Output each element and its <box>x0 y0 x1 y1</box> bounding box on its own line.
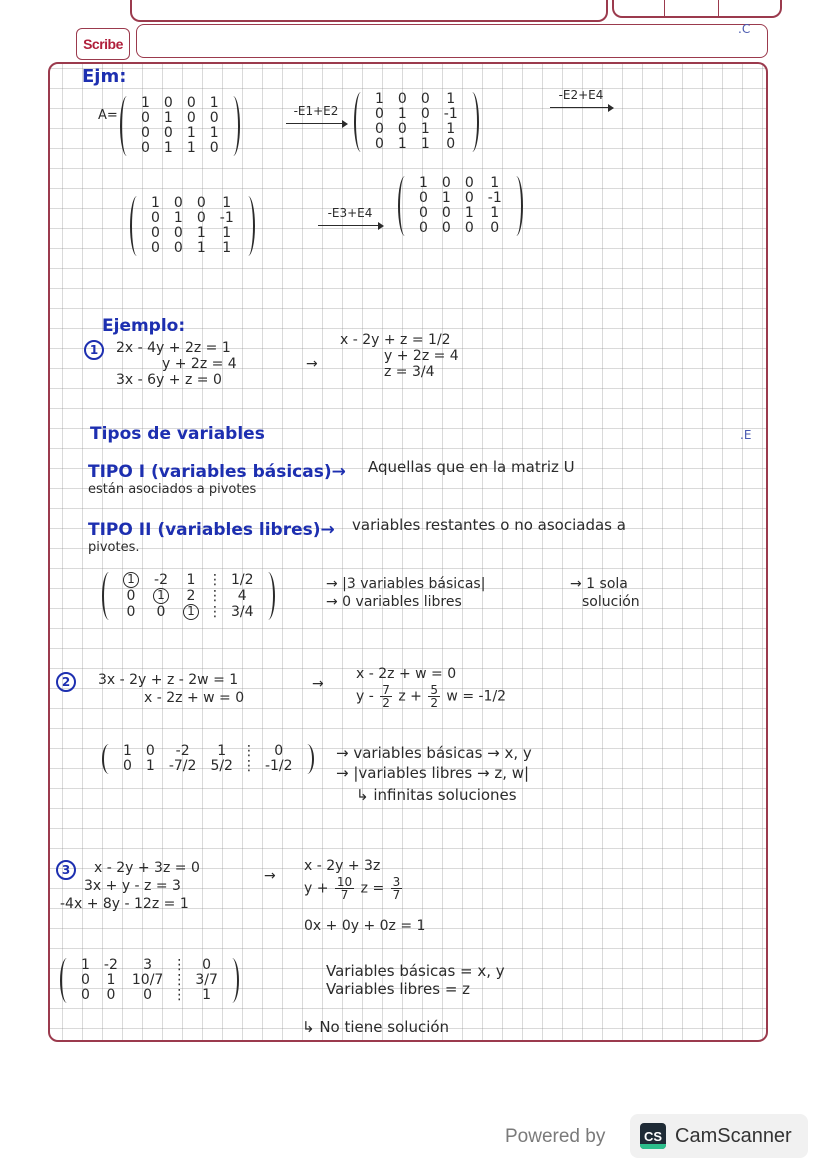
ex2-eq-2: x - 2z + w = 0 <box>144 690 245 706</box>
types-title: Tipos de variables <box>90 424 265 444</box>
matrix-d: 1 0 0 1 0 1 0 -1 0 0 1 1 0 0 0 0 <box>398 176 523 236</box>
ex2-augmented-matrix: 1 0 -2 1 ⋮ 0 0 1 -7/2 5/2 ⋮ -1/2 <box>102 744 314 774</box>
ex1-reduced-1: x - 2y + z = 1/2 <box>340 332 451 348</box>
matrix-label-a: A= <box>98 108 118 123</box>
row-operation-arrow: -E3+E4 <box>318 206 382 226</box>
top-frame-decoration-right <box>612 0 782 18</box>
ex2-note-free: → |variables libres → z, w| <box>336 764 530 782</box>
ex1-reduced-2: y + 2z = 4 <box>384 348 459 364</box>
tipo2-continuation: pivotes. <box>88 540 140 555</box>
example-number-1: 1 <box>84 340 104 360</box>
ex3-eq-1: x - 2y + 3z = 0 <box>94 860 200 876</box>
ex3-arrow: → <box>264 868 276 884</box>
example-title: Ejemplo: <box>102 316 186 336</box>
ex1-arrow: → <box>306 356 318 372</box>
scribe-logo: Scribe <box>76 28 130 60</box>
example-number-2: 2 <box>56 672 76 692</box>
row-operation-arrow: -E2+E4 <box>550 88 612 108</box>
matrix-c: 1 0 0 1 0 1 0 -1 0 0 1 1 0 0 1 1 <box>130 196 255 256</box>
ex2-eq-1: 3x - 2y + z - 2w = 1 <box>98 672 239 688</box>
top-frame-decoration <box>130 0 608 22</box>
tipo1-text: Aquellas que en la matriz U <box>368 458 575 476</box>
camscanner-brand: CamScanner <box>675 1124 792 1147</box>
header-title-field <box>136 24 768 58</box>
matrix-b: 1 0 0 1 0 1 0 -1 0 0 1 1 0 1 1 0 <box>354 92 479 152</box>
ex3-eq-2: 3x + y - z = 3 <box>84 878 181 894</box>
tipo2-label: TIPO II (variables libres)→ <box>88 520 335 540</box>
ex2-arrow: → <box>312 676 324 692</box>
corner-mark: .E <box>740 428 752 442</box>
ex3-note-solution: ↳ No tiene solución <box>302 1018 450 1036</box>
example-number-3: 3 <box>56 860 76 880</box>
tipo1-label: TIPO I (variables básicas)→ <box>88 462 346 482</box>
ex3-reduced-1: x - 2y + 3z <box>304 858 381 874</box>
section-title-ejm: Ejm: <box>82 66 127 87</box>
ex2-note-solution: ↳ infinitas soluciones <box>356 786 517 804</box>
powered-by-label: Powered by <box>505 1126 606 1147</box>
ex1-eq-3: 3x - 6y + z = 0 <box>116 372 222 388</box>
ex1-result: → 1 sola <box>570 576 628 592</box>
ex3-eq-3: -4x + 8y - 12z = 1 <box>60 896 189 912</box>
ex3-augmented-matrix: 1 -2 3 ⋮ 0 0 1 10/7 ⋮ 3/7 0 0 0 ⋮ 1 <box>60 958 239 1003</box>
notebook-page <box>48 62 768 1042</box>
ex1-note-free: → 0 variables libres <box>326 594 462 610</box>
ex1-note-basic: → |3 variables básicas| <box>326 576 486 592</box>
ex1-reduced-3: z = 3/4 <box>384 364 435 380</box>
ex1-eq-1: 2x - 4y + 2z = 1 <box>116 340 231 356</box>
ex3-reduced-3: 0x + 0y + 0z = 1 <box>304 918 426 934</box>
ex2-note-basic: → variables básicas → x, y <box>336 744 532 762</box>
corner-mark: .C <box>738 22 751 36</box>
ex1-augmented-matrix: 1 -2 1 ⋮ 1/2 0 1 2 ⋮ 4 0 0 1 ⋮ 3/4 <box>102 572 275 620</box>
ex1-eq-2: y + 2z = 4 <box>162 356 237 372</box>
row-operation-arrow: -E1+E2 <box>286 104 346 124</box>
ex3-note-basic: Variables básicas = x, y <box>326 962 505 980</box>
tipo1-continuation: están asociados a pivotes <box>88 482 257 497</box>
tipo2-text: variables restantes o no asociadas a <box>352 516 626 534</box>
camscanner-badge[interactable] <box>630 1114 808 1158</box>
ex2-reduced-2: y - $\frac{7}{2}$ z + $\frac{5}{2}$ w = -1/2 <box>356 683 507 710</box>
ex3-reduced-2: y + $\frac{10}{7}$ z = $\frac{3}{7}$ <box>304 875 401 902</box>
matrix-a: 1 0 0 1 0 1 0 0 0 0 1 1 0 1 1 0 <box>120 96 240 156</box>
ex3-note-free: Variables libres = z <box>326 980 471 998</box>
ex1-result-cont: solución <box>582 594 640 610</box>
camscanner-logo-icon: CS <box>640 1123 666 1149</box>
ex2-reduced-1: x - 2z + w = 0 <box>356 666 457 682</box>
